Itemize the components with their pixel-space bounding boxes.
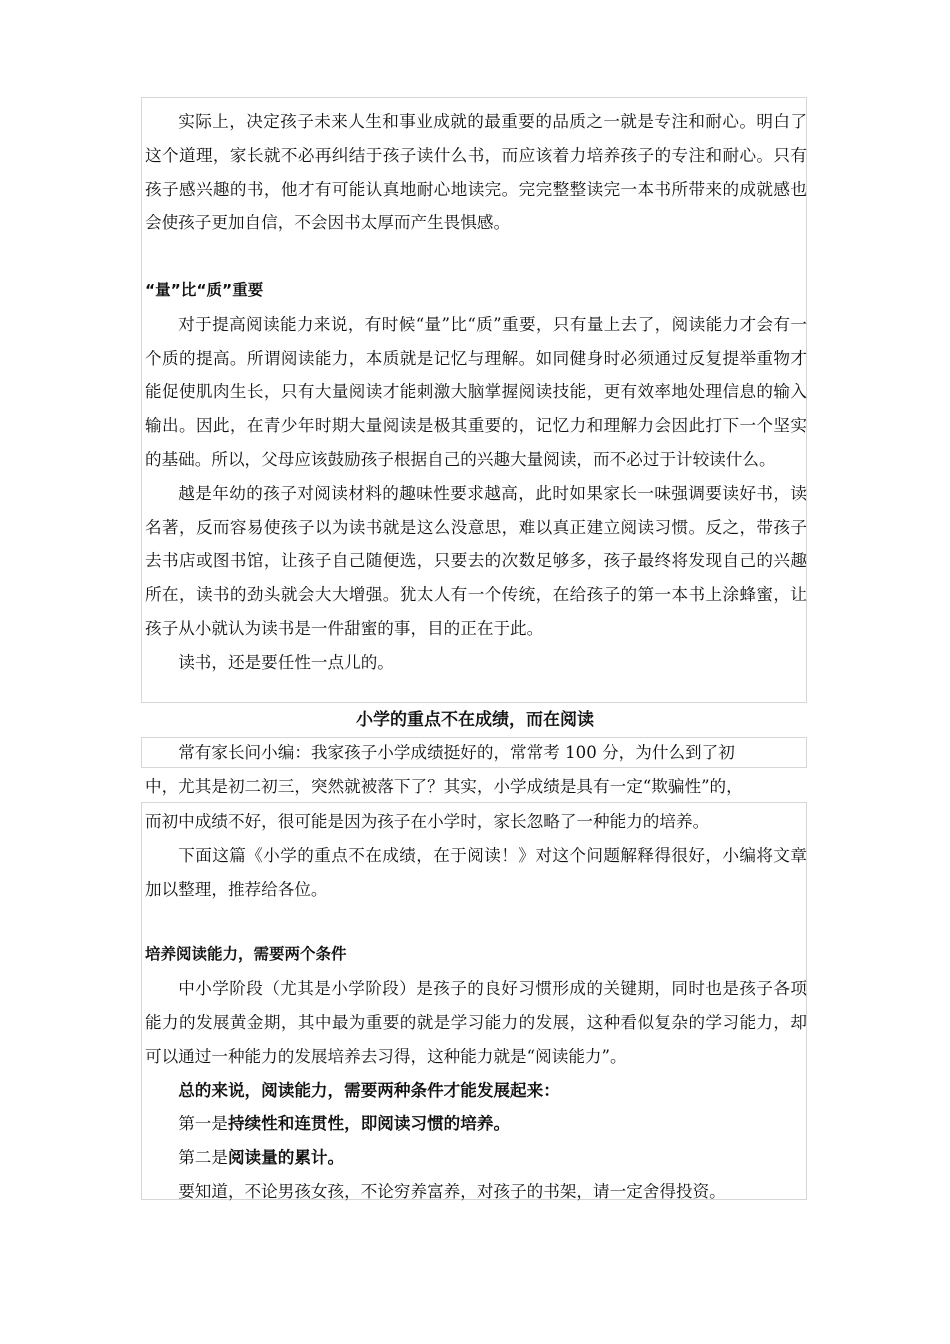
article-intro-lines <box>145 736 807 804</box>
condition-one-text: 持续性和连贯性，即阅读习惯的培养。 <box>227 1114 511 1134</box>
spacer <box>145 906 807 938</box>
paragraph-condition-one <box>145 1107 807 1141</box>
condition-two-text: 阅读量的累计。 <box>227 1148 345 1168</box>
paragraph-invest-bookshelf: 要知道，不论男孩女孩，不论穷养富养，对孩子的书架，请一定舍得投资。 <box>178 1181 726 1201</box>
intro-line-1: 常有家长问小编：我家孩子小学成绩挺好的，常常考 100 分，为什么到了初 <box>178 743 735 762</box>
heading-quantity-vs-quality: “量”比“质”重要 <box>145 280 264 299</box>
paragraph-reading-ability: 对于提高阅读能力来说，有时候“量”比“质”重要，只有量上去了，阅读能力才会有一个质的提高。所谓阅读能力，本质就是记忆与理解。如同健身时必须通过反复提举重物才能促使肌肉生长，只有大量阅读才能刺激大脑掌握阅读技能，更有效率地处理信息的输入输出。因此，在青少年时期大量阅读是极其重要的，记忆力和理解力会因此打下一个坚实的基础。所以，父母应该鼓励孩子根据自己的兴趣大量阅读，而不必过于计较读什么。 <box>145 314 807 469</box>
paragraph-condition-two <box>145 1141 807 1175</box>
article-title: 小学的重点不在成绩，而在阅读 <box>356 710 594 730</box>
paragraph-willful-reading: 读书，还是要任性一点儿的。 <box>178 652 394 672</box>
heading-two-conditions: 培养阅读能力，需要两个条件 <box>145 945 347 964</box>
intro-line-2: 中，尤其是初二初三，突然就被落下了？其实，小学成绩是具有一定“欺骗性”的， <box>145 776 743 796</box>
spacer <box>145 240 807 274</box>
condition-one-prefix: 第一是 <box>178 1114 228 1134</box>
section-one <box>145 105 807 680</box>
paragraph-focus-patience: 实际上，决定孩子未来人生和事业成就的最重要的品质之一就是专注和耐心。明白了这个道理，家长就不必再纠结于孩子读什么书，而应该着力培养孩子的专注和耐心。只有孩子感兴趣的书，他才有可能认真地耐心地读完。完完整整读完一本书所带来的成就感也会使孩子更加自信，不会因书太厚而产生畏惧感。 <box>145 112 807 233</box>
paragraph-summary: 总的来说，阅读能力，需要两种条件才能发展起来： <box>178 1080 560 1100</box>
article-body <box>145 805 807 1209</box>
condition-two-prefix: 第二是 <box>178 1148 228 1168</box>
paragraph-recommendation: 下面这篇《小学的重点不在成绩，在于阅读！》对这个问题解释得很好，小编将文章加以整理，推荐给各位。 <box>145 845 807 899</box>
paragraph-young-children: 越是年幼的孩子对阅读材料的趣味性要求越高，此时如果家长一味强调要读好书，读名著，反而容易使孩子以为读书就是这么没意思，难以真正建立阅读习惯。反之，带孩子去书店或图书馆，让孩子自己随便选，只要去的次数足够多，孩子最终将发现自己的兴趣所在，读书的劲头就会大大增强。犹太人有一个传统，在给孩子的第一本书上涂蜂蜜，让孩子从小就认为读书是一件甜蜜的事，目的正在于此。 <box>145 483 807 638</box>
paragraph-key-period: 中小学阶段（尤其是小学阶段）是孩子的良好习惯形成的关键期，同时也是孩子各项能力的发展黄金期，其中最为重要的就是学习能力的发展，这种看似复杂的学习能力，却可以通过一种能力的发展培养去习得，这种能力就是“阅读能力”。 <box>145 979 807 1066</box>
intro-line-3: 而初中成绩不好，很可能是因为孩子在小学时，家长忽略了一种能力的培养。 <box>145 812 710 831</box>
